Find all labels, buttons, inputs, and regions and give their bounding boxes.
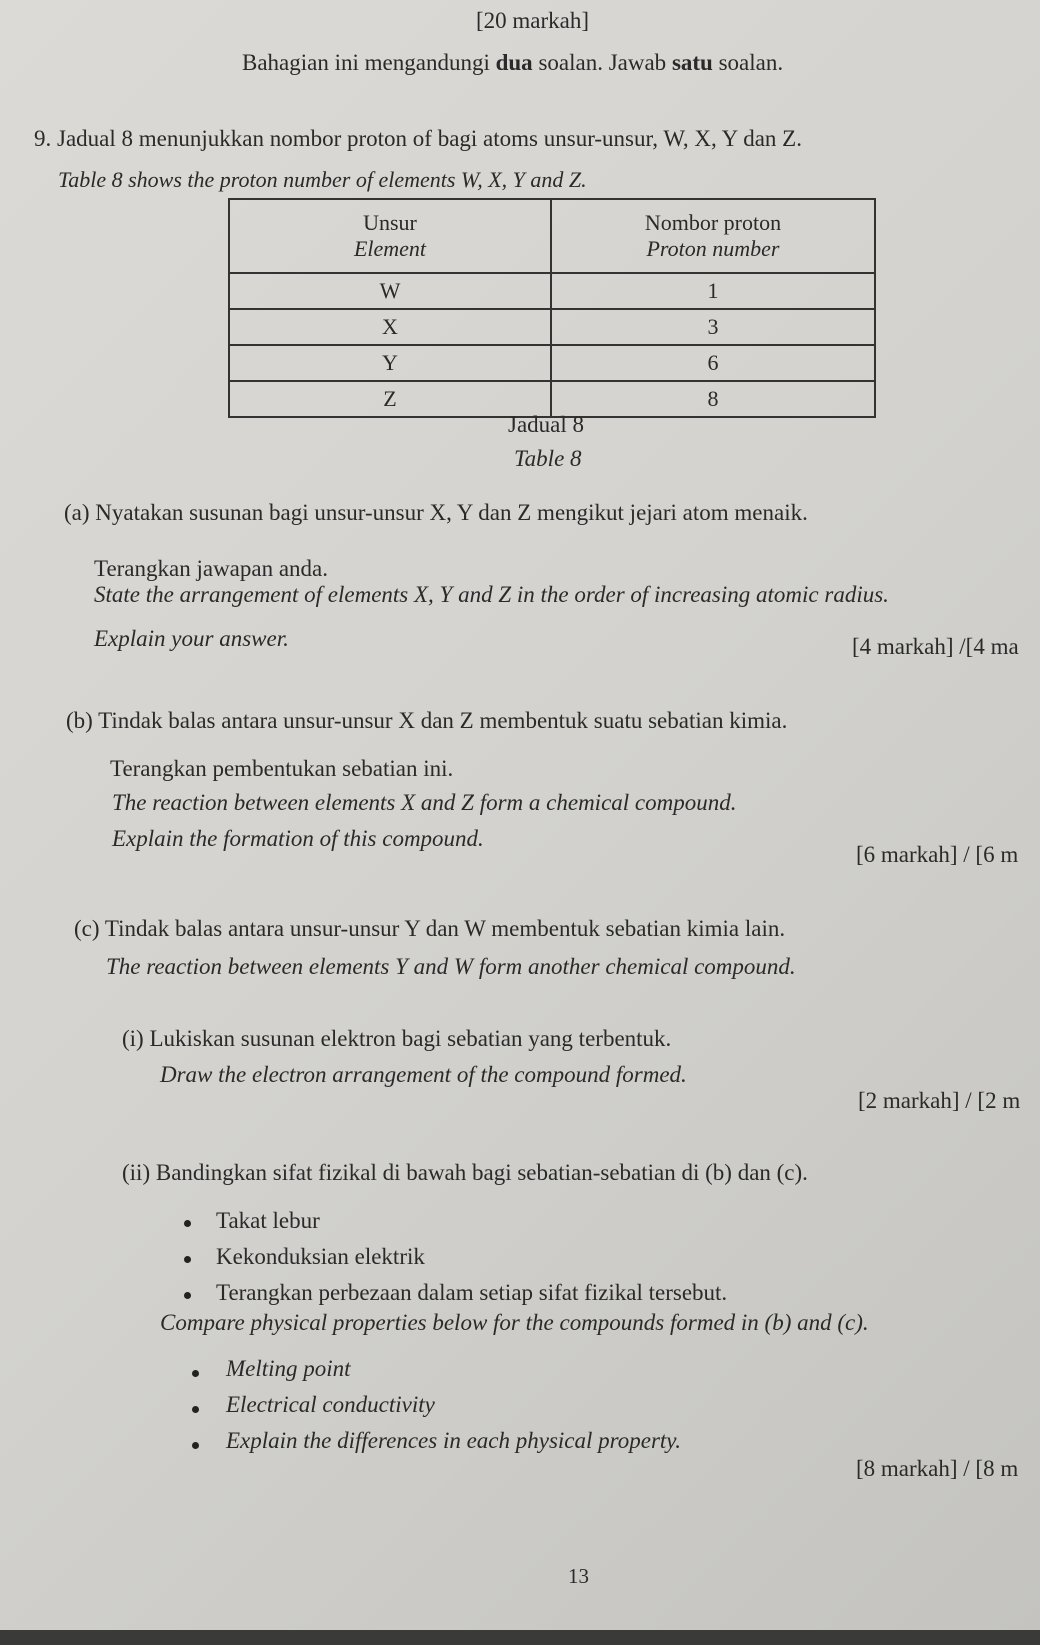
header-proton-ms: Nombor proton: [644, 210, 782, 235]
bullet-ms: Takat lebur: [216, 1208, 320, 1233]
part-a-en: State the arrangement of elements X, Y and Z in the order of increasing atomic radius.: [94, 582, 889, 607]
proton-cell: 3: [551, 309, 875, 345]
question-intro-ms: 9. Jadual 8 menunjukkan nombor proton of bagi atoms unsur-unsur, W, X, Y dan Z.: [34, 126, 802, 151]
total-marks: [20 markah]: [476, 8, 590, 33]
part-c-en: The reaction between elements Y and W form another chemical compound.: [106, 954, 796, 979]
part-a-ms2: Terangkan jawapan anda.: [94, 556, 329, 581]
bullet-ms: Kekonduksian elektrik: [216, 1244, 425, 1269]
proton-table: [228, 198, 876, 418]
bullet-en: Electrical conductivity: [226, 1392, 435, 1417]
proton-cell: 1: [551, 273, 875, 309]
part-b-marks: [6 markah] / [6 m: [856, 842, 1019, 867]
element-cell: Y: [229, 345, 551, 381]
proton-cell: 8: [551, 381, 875, 417]
proton-cell: 6: [551, 345, 875, 381]
question-intro-en: Table 8 shows the proton number of elements W, X, Y and Z.: [58, 167, 587, 192]
part-c-ii-marks: [8 markah] / [8 m: [856, 1456, 1019, 1481]
element-cell: Z: [229, 381, 551, 417]
table-row: [229, 273, 875, 309]
part-a-en2: Explain your answer.: [94, 626, 289, 651]
table-caption-ms: Jadual 8: [508, 412, 585, 437]
header-proton-en: Proton number: [646, 236, 780, 261]
section-instruction: Bahagian ini mengandungi dua soalan. Jawab satu soalan.: [242, 50, 784, 75]
bullet-en: Melting point: [226, 1356, 351, 1381]
table-row: [229, 345, 875, 381]
part-a-ms: (a) Nyatakan susunan bagi unsur-unsur X, Y dan Z mengikut jejari atom menaik.: [64, 500, 808, 525]
table-row: [229, 309, 875, 345]
part-c-i-ms: (i) Lukiskan susunan elektron bagi sebatian yang terbentuk.: [122, 1026, 672, 1051]
part-a-marks: [4 markah] /[4 ma: [852, 634, 1019, 659]
part-b-en2: Explain the formation of this compound.: [112, 826, 484, 851]
bullet-en: Explain the differences in each physical property.: [226, 1428, 681, 1453]
part-c-ii-ms: (ii) Bandingkan sifat fizikal di bawah bagi sebatian-sebatian di (b) dan (c).: [122, 1160, 808, 1185]
element-cell: X: [229, 309, 551, 345]
header-element-en: Element: [353, 236, 427, 261]
bullet-ms: Terangkan perbezaan dalam setiap sifat fizikal tersebut.: [216, 1280, 728, 1305]
background-edge: [0, 1630, 1040, 1645]
table-caption-en: Table 8: [514, 446, 582, 471]
part-b-en: The reaction between elements X and Z form a chemical compound.: [112, 790, 737, 815]
element-cell: W: [229, 273, 551, 309]
part-c-i-en: Draw the electron arrangement of the compound formed.: [160, 1062, 687, 1087]
header-element-ms: Unsur: [363, 210, 417, 235]
page-number: 13: [568, 1564, 589, 1588]
part-c-ms: (c) Tindak balas antara unsur-unsur Y dan W membentuk sebatian kimia lain.: [74, 916, 786, 941]
part-b-ms: (b) Tindak balas antara unsur-unsur X dan Z membentuk suatu sebatian kimia.: [66, 708, 788, 733]
part-c-ii-en: Compare physical properties below for the compounds formed in (b) and (c).: [160, 1310, 869, 1335]
part-c-i-marks: [2 markah] / [2 m: [858, 1088, 1021, 1113]
part-b-ms2: Terangkan pembentukan sebatian ini.: [110, 756, 454, 781]
